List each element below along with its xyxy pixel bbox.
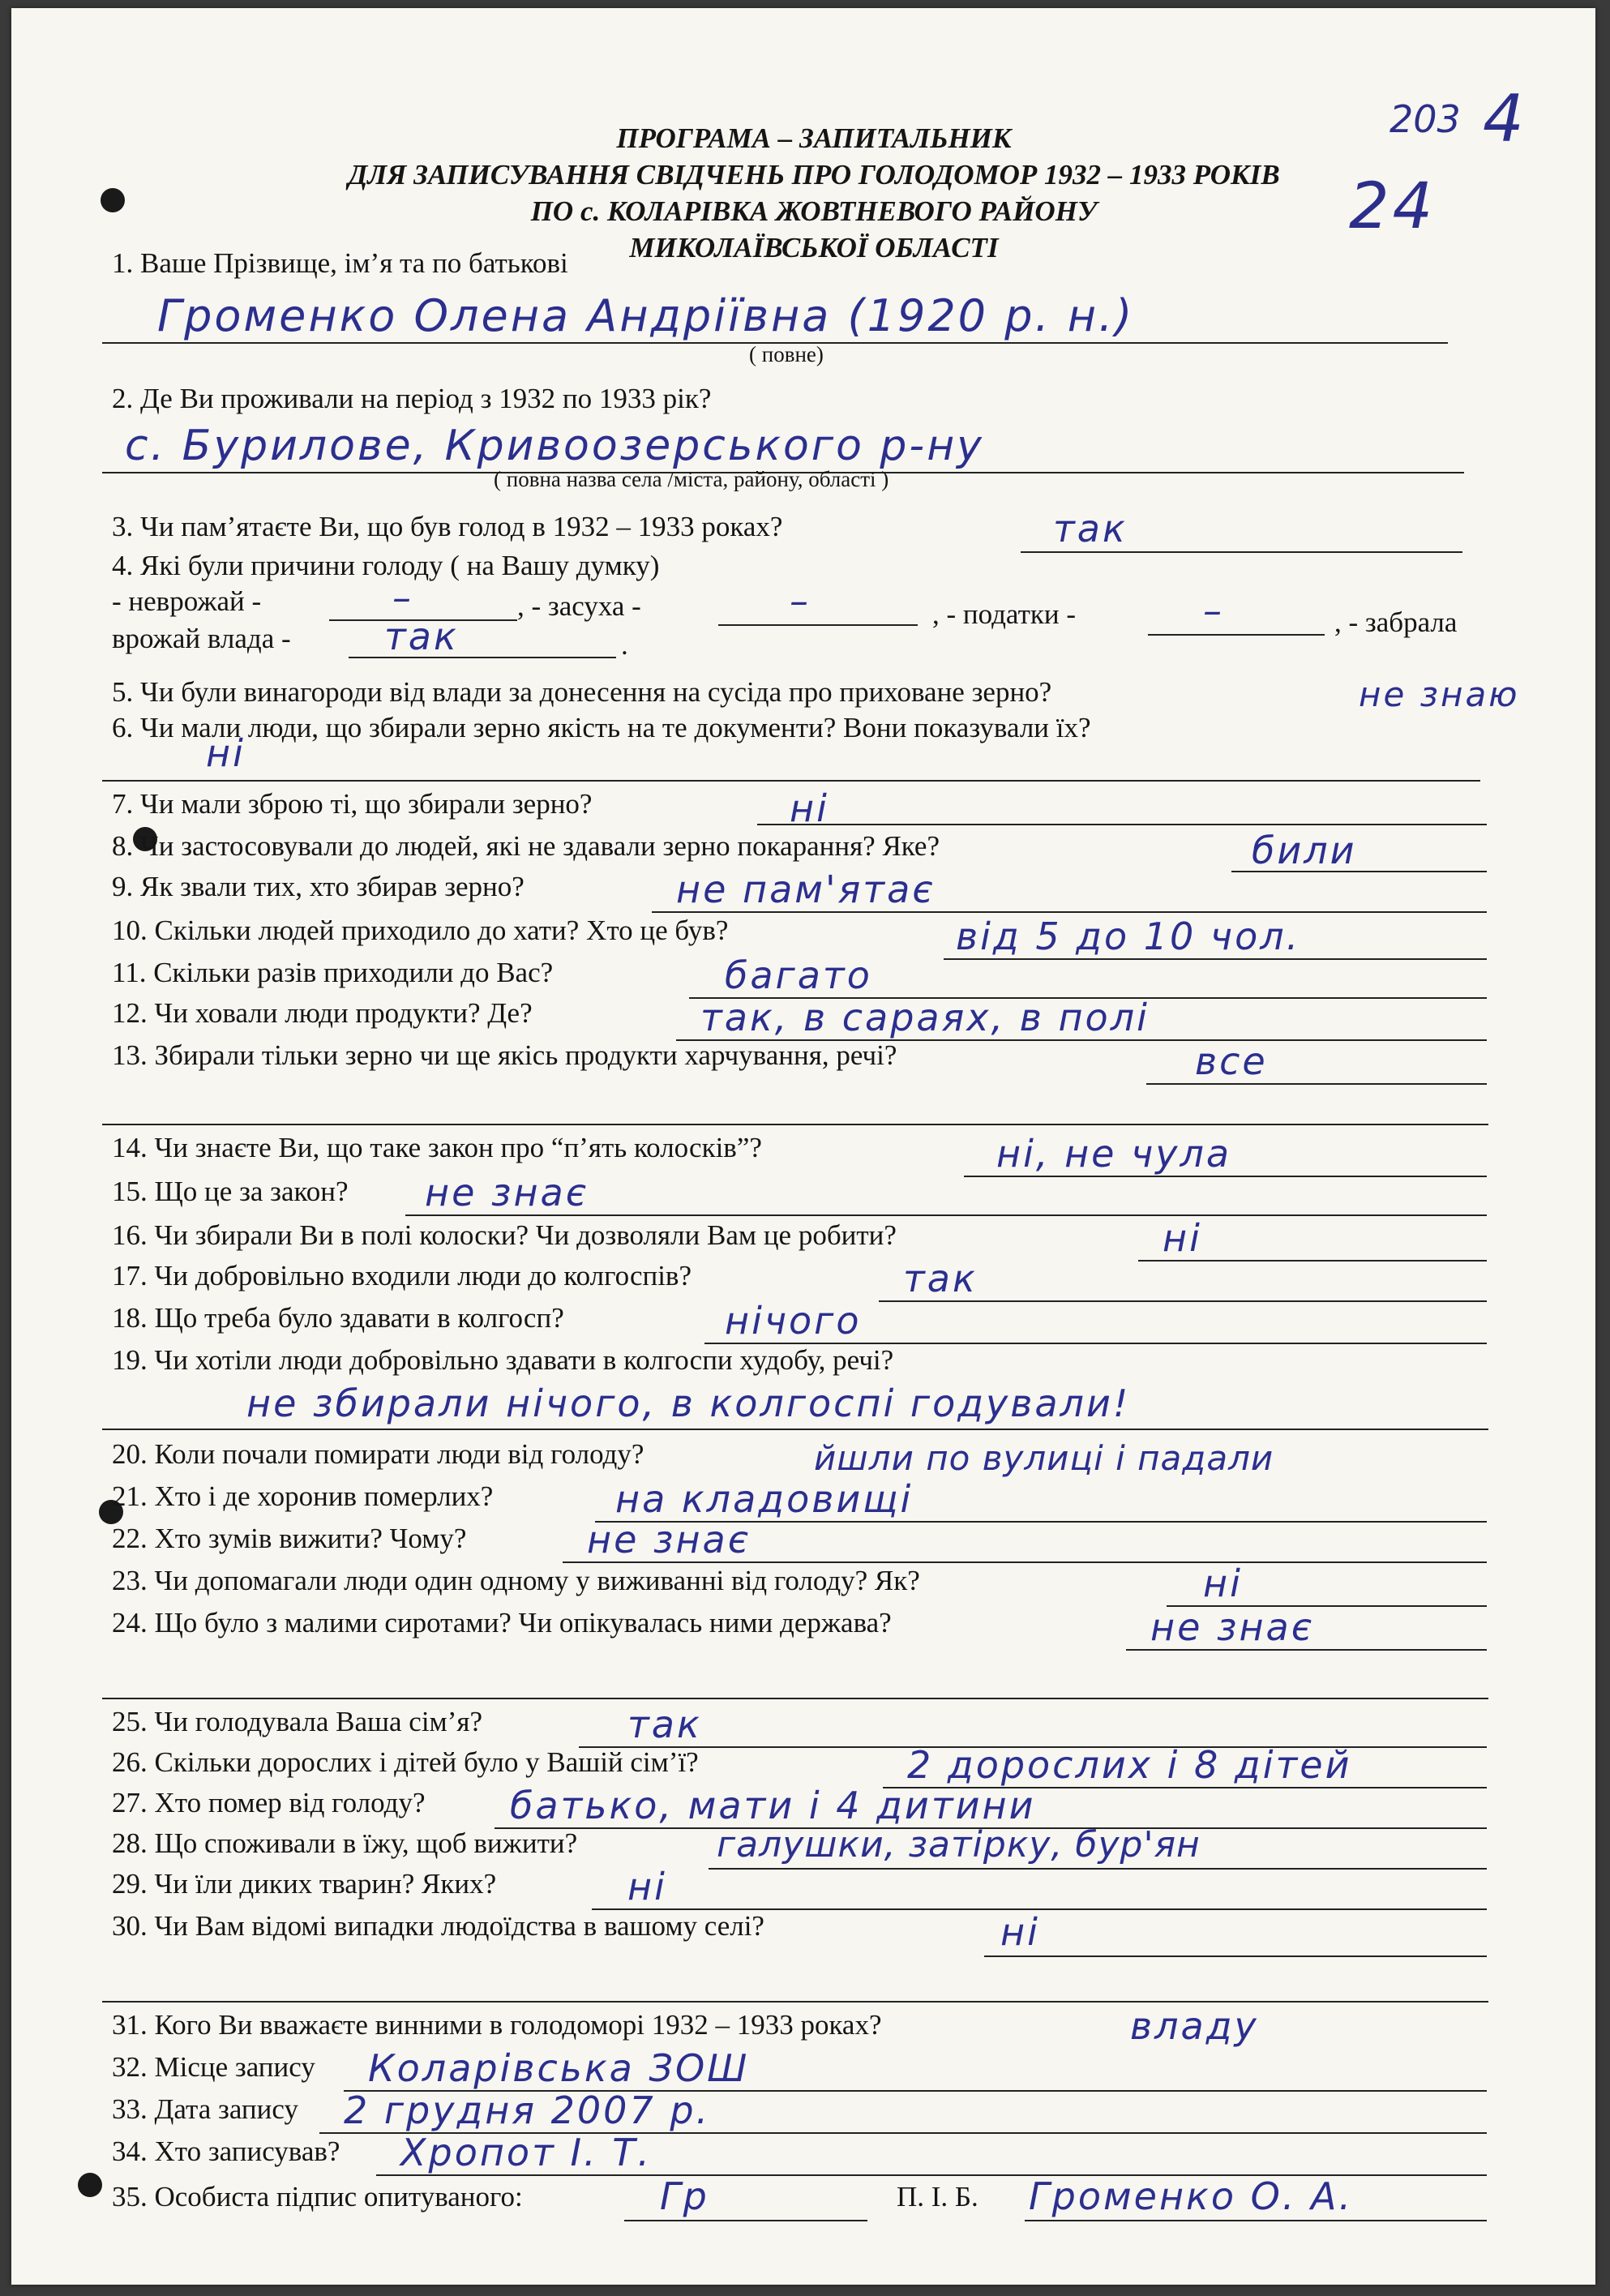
answer-18: нічого <box>725 1299 862 1343</box>
answer-line <box>1148 634 1325 636</box>
signature-line <box>624 2220 867 2221</box>
cause-drought-label: , - засуха - <box>517 590 641 622</box>
answer-32: Коларівська ЗОШ <box>368 2046 750 2090</box>
answer-22: не знає <box>587 1518 751 1561</box>
answer-9: не пам'ятає <box>676 867 936 911</box>
answer-31: владу <box>1130 2004 1259 2048</box>
question-26: 26. Скільки дорослих і дітей було у Вашій сім’ї? <box>112 1746 699 1778</box>
header-line: ПО с. КОЛАРІВКА ЖОВТНЕВОГО РАЙОНУ <box>530 195 1098 227</box>
question-35: 35. Особиста підпис опитуваного: <box>112 2181 523 2212</box>
question-5: 5. Чи були винагороди від влади за донесення на сусіда про приховане зерно? <box>112 676 1052 708</box>
answer-line <box>984 1955 1487 1957</box>
answer-33: 2 грудня 2007 р. <box>344 2088 711 2132</box>
answer-28: галушки, затірку, бур'ян <box>717 1824 1201 1866</box>
answer-line <box>879 1300 1487 1302</box>
answer-13: все <box>1195 1039 1268 1083</box>
answer-8: били <box>1252 829 1357 872</box>
case-number: 24 <box>1349 170 1437 243</box>
answer-1: Громенко Олена Андріївна (1920 р. н.) <box>157 290 1135 341</box>
question-6: 6. Чи мали люди, що збирали зерно якість на те документи? Вони показували їх? <box>112 712 1091 743</box>
hint-address: ( повна назва села /міста, району, області ) <box>494 467 889 491</box>
question-16: 16. Чи збирали Ви в полі колоски? Чи дозволяли Вам це робити? <box>112 1219 897 1251</box>
cause-taxes-label: , - податки - <box>932 598 1076 630</box>
answer-line <box>709 1868 1487 1870</box>
cause-took-label-cont: врожай влада - <box>112 623 291 654</box>
answer-line <box>102 1124 1488 1125</box>
question-4: 4. Які були причини голоду ( на Вашу думку) <box>112 550 660 581</box>
question-18: 18. Що треба було здавати в колгосп? <box>112 1302 564 1334</box>
cause-took-label: , - забрала <box>1334 606 1458 638</box>
question-34: 34. Хто записував? <box>112 2135 340 2167</box>
question-23: 23. Чи допомагали люди один одному у виживанні від голоду? Як? <box>112 1565 920 1596</box>
question-27: 27. Хто помер від голоду? <box>112 1787 426 1818</box>
question-29: 29. Чи їли диких тварин? Яких? <box>112 1868 497 1900</box>
question-14: 14. Чи знаєте Ви, що таке закон про “п’ять колосків”? <box>112 1132 762 1163</box>
answer-line <box>563 1561 1487 1563</box>
answer-3: так <box>1053 507 1128 550</box>
respondent-full-name: Громенко О. А. <box>1029 2174 1354 2218</box>
respondent-signature: Гр <box>660 2174 709 2218</box>
answer-12: так, в сараях, в полі <box>700 996 1150 1039</box>
answer-line <box>1021 551 1462 553</box>
answer-27: батько, мати і 4 дитини <box>510 1784 1036 1827</box>
question-9: 9. Як звали тих, хто збирав зерно? <box>112 871 525 902</box>
question-3: 3. Чи пам’ятаєте Ви, що був голод в 1932 – 1933 роках? <box>112 511 783 542</box>
answer-16: ні <box>1163 1216 1202 1260</box>
answer-line <box>964 1176 1487 1177</box>
header-line: ПРОГРАМА – ЗАПИТАЛЬНИК <box>616 122 1012 154</box>
answer-line <box>102 2001 1488 2003</box>
answer-14: ні, не чула <box>996 1132 1232 1176</box>
answer-line <box>102 1429 1488 1430</box>
answer-line <box>718 624 918 626</box>
sheet-number: 4 <box>1483 81 1524 156</box>
answer-11: багато <box>725 953 872 997</box>
answer-17: так <box>903 1257 978 1300</box>
answer-line <box>1025 2220 1487 2221</box>
question-28: 28. Що споживали в їжу, щоб вижити? <box>112 1827 578 1859</box>
answer-line <box>1138 1260 1487 1262</box>
answer-26: 2 дорослих і 8 дітей <box>907 1743 1352 1787</box>
answer-line <box>102 1698 1488 1699</box>
question-12: 12. Чи ховали люди продукти? Де? <box>112 997 533 1029</box>
question-1: 1. Ваше Прізвище, ім’я та по батькові <box>112 247 568 279</box>
question-21: 21. Хто і де хоронив померлих? <box>112 1480 494 1512</box>
cause-took-answer: так <box>384 615 459 658</box>
hint-full: ( повне) <box>749 342 824 366</box>
punch-hole <box>101 188 125 212</box>
header-line: ДЛЯ ЗАПИСУВАННЯ СВІДЧЕНЬ ПРО ГОЛОДОМОР 1932 – 1933 РОКІВ <box>348 159 1280 191</box>
question-30: 30. Чи Вам відомі випадки людоїдства в вашому селі? <box>112 1910 764 1942</box>
punch-hole <box>78 2173 102 2197</box>
answer-30: ні <box>1000 1910 1040 1954</box>
question-11: 11. Скільки разів приходили до Вас? <box>112 957 554 988</box>
question-31: 31. Кого Ви вважаєте винними в голодоморі 1932 – 1933 роках? <box>112 2009 882 2041</box>
questionnaire-page <box>11 8 1595 2285</box>
answer-23: ні <box>1203 1561 1243 1605</box>
answer-line <box>652 911 1487 913</box>
cause-end: . <box>621 629 628 661</box>
answer-line <box>1146 1083 1487 1085</box>
cause-taxes-answer: – <box>1203 589 1224 632</box>
question-20: 20. Коли почали помирати люди від голоду? <box>112 1438 644 1470</box>
cause-crop-failure-label: - неврожай - <box>112 585 262 617</box>
question-15: 15. Що це за закон? <box>112 1176 349 1207</box>
question-13: 13. Збирали тільки зерно чи ще якісь продукти харчування, речі? <box>112 1039 897 1071</box>
answer-7: ні <box>790 786 829 830</box>
form-header <box>255 120 1373 266</box>
question-25: 25. Чи голодувала Ваша сім’я? <box>112 1706 482 1737</box>
question-32: 32. Місце запису <box>112 2051 315 2083</box>
answer-19: не збирали нічого, в колгоспі годували! <box>246 1381 1131 1425</box>
answer-line <box>405 1214 1487 1216</box>
answer-6: ні <box>206 731 246 775</box>
question-22: 22. Хто зумів вижити? Чому? <box>112 1523 467 1554</box>
answer-25: так <box>627 1703 702 1746</box>
answer-29: ні <box>627 1865 667 1908</box>
answer-line <box>944 958 1487 960</box>
answer-34: Хропот І. Т. <box>400 2131 653 2174</box>
answer-5: не знаю <box>1359 675 1520 714</box>
answer-line <box>1126 1649 1487 1651</box>
question-33: 33. Дата запису <box>112 2093 298 2125</box>
question-10: 10. Скільки людей приходило до хати? Хто це був? <box>112 915 729 946</box>
answer-line <box>102 780 1480 782</box>
question-7: 7. Чи мали зброю ті, що збирали зерно? <box>112 788 593 820</box>
answer-line <box>757 824 1487 825</box>
answer-24: не знає <box>1150 1605 1314 1649</box>
full-name-label: П. І. Б. <box>897 2181 978 2212</box>
cause-drought-answer: – <box>790 579 811 623</box>
answer-10: від 5 до 10 чол. <box>956 915 1301 958</box>
answer-15: не знає <box>425 1171 589 1214</box>
archive-number: 203 <box>1389 97 1461 141</box>
question-24: 24. Що було з малими сиротами? Чи опікувалась ними держава? <box>112 1607 892 1638</box>
answer-21: на кладовищі <box>615 1477 914 1521</box>
question-2: 2. Де Ви проживали на період з 1932 по 1933 рік? <box>112 383 712 414</box>
cause-crop-failure-answer: – <box>392 576 413 619</box>
answer-2: с. Бурилове, Кривоозерського р-ну <box>125 422 984 470</box>
question-17: 17. Чи добровільно входили люди до колгоспів? <box>112 1260 692 1292</box>
question-8: 8. Чи застосовували до людей, які не здавали зерно покарання? Яке? <box>112 830 940 862</box>
question-19: 19. Чи хотіли люди добровільно здавати в колгоспи худобу, речі? <box>112 1344 894 1376</box>
answer-20: йшли по вулиці і падали <box>814 1438 1274 1478</box>
header-line: МИКОЛАЇВСЬКОЇ ОБЛАСТІ <box>629 232 999 263</box>
